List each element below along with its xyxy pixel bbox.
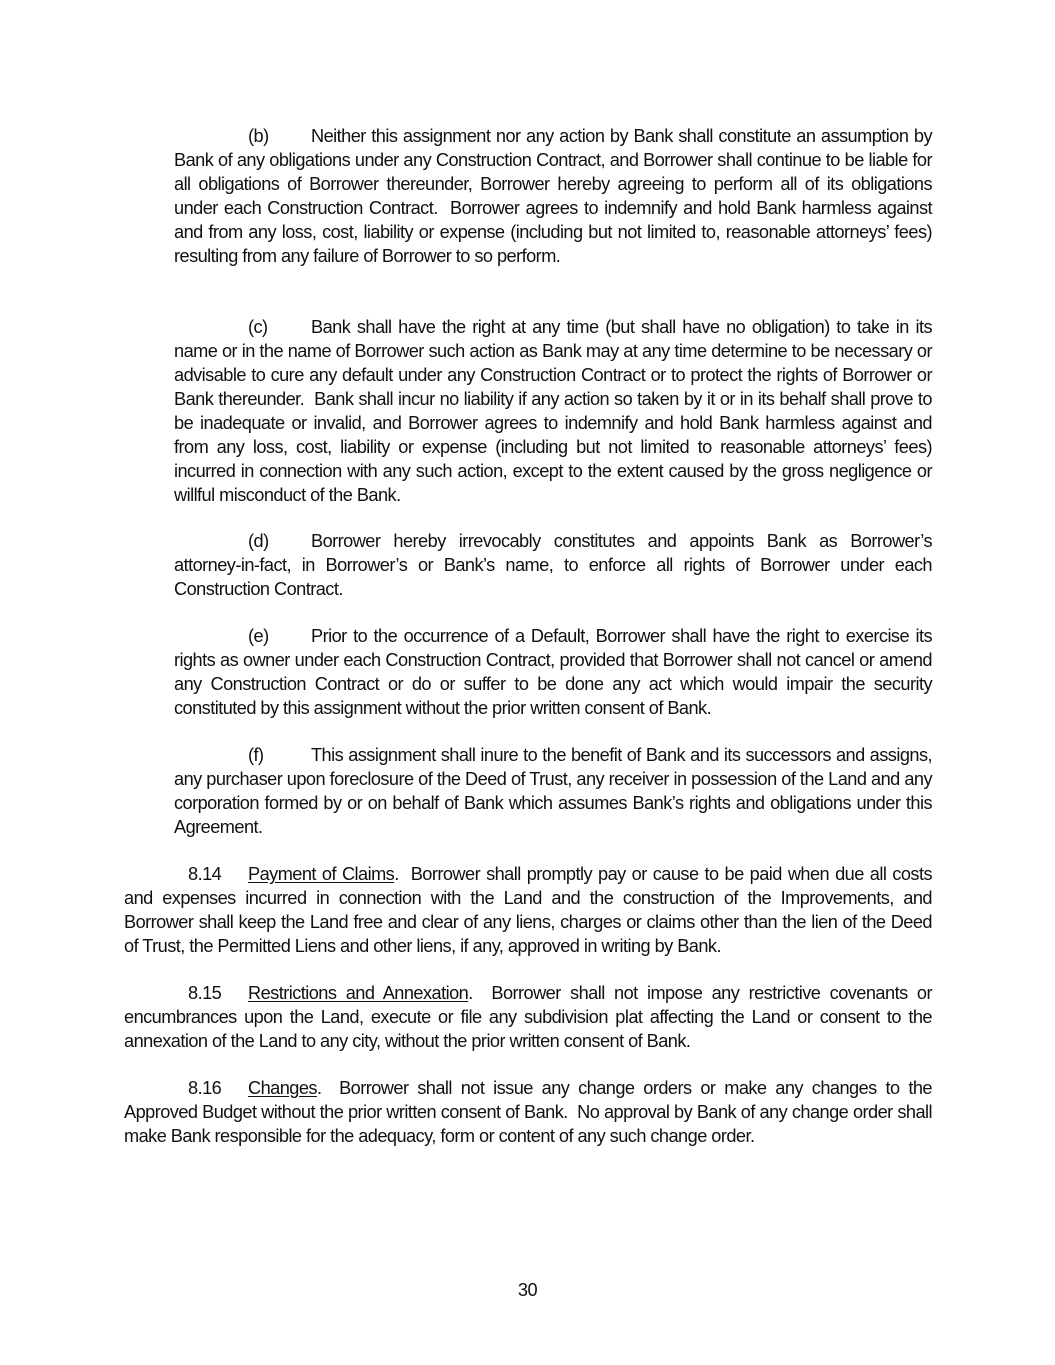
subparagraph-b xyxy=(174,124,932,268)
section-8-16 xyxy=(124,1076,932,1148)
subparagraph-f xyxy=(174,743,932,839)
section-text: . Borrower shall not issue any change orders or make any changes to the Approved Budget without the prior written consent of Bank. No approval by Bank of any change order shall make Bank responsible for the adequacy, form or content of any such change order. xyxy=(124,1078,932,1146)
section-number: 8.15 xyxy=(188,983,222,1003)
subparagraph-label: (f) xyxy=(248,745,264,765)
subparagraph-label: (b) xyxy=(248,126,269,146)
section-heading: Changes xyxy=(248,1078,317,1098)
subparagraph-text: This assignment shall inure to the benefit of Bank and its successors and assigns, any purchaser upon foreclosure of the Deed of Trust, any receiver in possession of the Land and any corporation formed by or on behalf of Bank which assumes Bank’s rights and obligations under this Agreement. xyxy=(174,745,932,837)
subparagraph-label: (d) xyxy=(248,531,269,551)
subparagraph-label: (c) xyxy=(248,317,268,337)
page-number: 30 xyxy=(517,1280,538,1300)
subparagraph-text: Borrower hereby irrevocably constitutes and appoints Bank as Borrower’s attorney-in-fact, in Borrower’s or Bank’s name, to enforce all rights of Borrower under each Construction Contract. xyxy=(174,531,932,599)
subparagraph-text: Bank shall have the right at any time (but shall have no obligation) to take in its name or in the name of Borrower such action as Bank may at any time determine to be necessary or advisable to cure any default under any Construction Contract or to protect the rights of Borrower or Bank thereunder. Bank shall incur no liability if any action so taken by it or in its behalf shall prove to be inadequate or invalid, and Borrower agrees to indemnify and hold Bank harmless against and from any loss, cost, liability or expense (including but not limited to reasonable attorneys’ fees) incurred in connection with any such action, except to the extent caused by the gross negligence or willful misconduct of the Bank. xyxy=(174,317,932,505)
subparagraph-e xyxy=(174,624,932,720)
section-number: 8.16 xyxy=(188,1078,222,1098)
section-text: . Borrower shall promptly pay or cause to be paid when due all costs and expenses incurred in connection with the Land and the construction of the Improvements, and Borrower shall keep the Land free and clear of any liens, charges or claims other than the lien of the Deed of Trust, the Permitted Liens and other liens, if any, approved in writing by Bank. xyxy=(124,864,932,956)
section-text: . Borrower shall not impose any restrictive covenants or encumbrances upon the Land, execute or file any subdivision plat affecting the Land or consent to the annexation of the Land to any city, without the prior written consent of Bank. xyxy=(124,983,932,1051)
subparagraph-d xyxy=(174,529,932,601)
section-8-14 xyxy=(124,862,932,958)
section-number: 8.14 xyxy=(188,864,222,884)
section-heading: Restrictions and Annexation xyxy=(248,983,469,1003)
subparagraph-text: Prior to the occurrence of a Default, Borrower shall have the right to exercise its rights as owner under each Construction Contract, provided that Borrower shall not cancel or amend any Construction Contract or do or suffer to be done any act which would impair the security constituted by this assignment without the prior written consent of Bank. xyxy=(174,626,932,718)
section-heading: Payment of Claims xyxy=(248,864,395,884)
subparagraph-text: Neither this assignment nor any action by Bank shall constitute an assumption by Bank of any obligations under any Construction Contract, and Borrower shall continue to be liable for all obligations of Borrower thereunder, Borrower hereby agreeing to perform all of its obligations under each Construction Contract. Borrower agrees to indemnify and hold Bank harmless against and from any loss, cost, liability or expense (including but not limited to, reasonable attorneys’ fees) resulting from any failure of Borrower to so perform. xyxy=(174,126,932,266)
subparagraph-c xyxy=(174,315,932,507)
section-8-15 xyxy=(124,981,932,1053)
subparagraph-label: (e) xyxy=(248,626,269,646)
